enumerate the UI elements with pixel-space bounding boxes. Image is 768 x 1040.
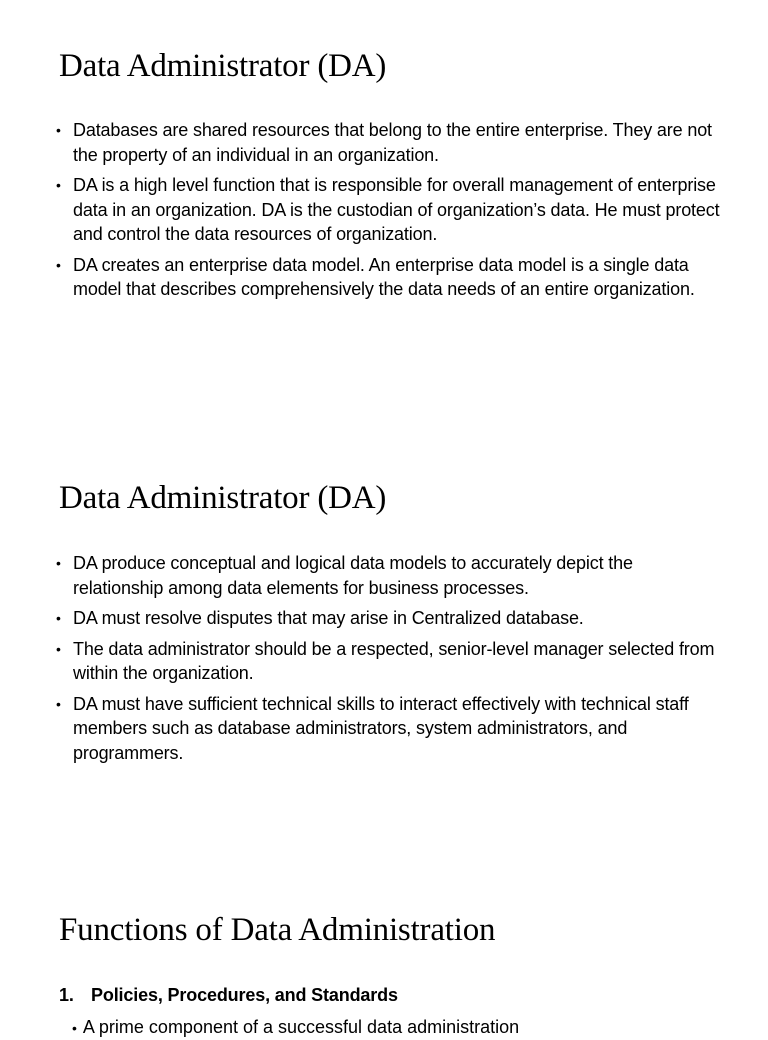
bullet-icon: • (56, 640, 61, 657)
bullet-item (56, 606, 726, 631)
bullet-text: DA produce conceptual and logical data models to accurately depict the relationship among data elements for business processes. (73, 553, 633, 598)
bullet-list (56, 551, 726, 771)
bullet-text: DA must have sufficient technical skills to interact effectively with technical staff members such as database administrators, system administrators, and programmers. (73, 693, 689, 763)
bullet-text: DA must resolve disputes that may arise in Centralized database. (73, 608, 584, 628)
bullet-item (56, 173, 726, 247)
bullet-icon: • (72, 1020, 77, 1036)
numbered-item (59, 983, 398, 1007)
bullet-icon: • (56, 695, 61, 712)
partial-text-line (72, 1015, 519, 1040)
bullet-icon: • (56, 122, 61, 138)
slide-title: Data Administrator (DA) (59, 480, 387, 516)
bullet-icon: • (56, 555, 61, 571)
slide-title: Functions of Data Administration (59, 912, 496, 948)
bullet-text: DA creates an enterprise data model. An enterprise data model is a single data model that describes comprehensively the data needs of an entire organization. (73, 254, 695, 299)
bullet-item (56, 551, 726, 600)
bullet-list (56, 118, 726, 308)
bullet-item (56, 692, 726, 766)
bullet-icon: • (56, 177, 61, 193)
bullet-text: DA is a high level function that is responsible for overall management of enterprise data in an organization. DA is the custodian of organization’s data. He must protect and control the data resources of organization. (73, 175, 720, 244)
bullet-icon: • (56, 256, 61, 273)
partial-text: A prime component of a successful data administration (82, 1017, 520, 1037)
slide-title: Data Administrator (DA) (59, 48, 387, 84)
bullet-item (56, 253, 726, 302)
item-label: Policies, Procedures, and Standards (91, 985, 398, 1005)
item-number: 1. (59, 985, 74, 1005)
bullet-text: The data administrator should be a respected, senior-level manager selected from within the organization. (73, 638, 715, 683)
bullet-text: Databases are shared resources that belong to the entire enterprise. They are not the property of an individual in an organization. (73, 120, 712, 165)
bullet-icon: • (56, 610, 61, 626)
bullet-item (56, 118, 726, 167)
bullet-item (56, 637, 726, 686)
